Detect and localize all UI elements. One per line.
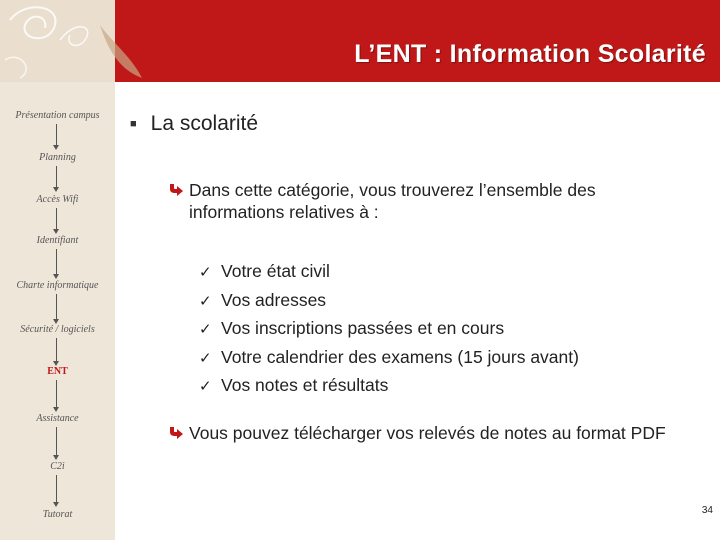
sidebar-item-tutorat[interactable]: Tutorat [42, 509, 73, 520]
page-number: 34 [701, 505, 713, 516]
section-heading [130, 112, 258, 136]
intro-paragraph: Dans cette catégorie, vous trouverez l’ensemble des informations relatives à : [189, 180, 596, 222]
sidebar-item-planning[interactable]: Planning [39, 152, 76, 163]
arrow-down-icon [53, 455, 59, 460]
nav-connector [56, 208, 57, 230]
checkmark-icon: ✓ [199, 321, 212, 338]
arrow-down-icon [53, 502, 59, 507]
list-item-text: Vos inscriptions passées et en cours [221, 318, 505, 338]
slide-content [115, 82, 720, 540]
sidebar-item-securite-logiciels[interactable]: Sécurité / logiciels [20, 324, 95, 335]
arrow-bullet-icon [167, 423, 184, 440]
section-heading-text: La scolarité [150, 112, 259, 135]
sidebar-nav [0, 82, 115, 540]
arrow-down-icon [53, 187, 59, 192]
checkmark-icon: ✓ [199, 378, 212, 395]
information-checklist [199, 258, 579, 401]
nav-connector [56, 166, 57, 188]
list-item-text: Votre calendrier des examens (15 jours avant) [221, 346, 579, 367]
sidebar-item-c2i[interactable]: C2i [50, 461, 65, 472]
nav-connector [56, 294, 57, 320]
list-item [199, 287, 579, 316]
slide-title: L’ENT : Information Scolarité [354, 40, 706, 68]
checkmark-icon: ✓ [199, 292, 212, 310]
nav-connector [56, 475, 57, 503]
sidebar-item-acces-wifi[interactable]: Accès Wifi [36, 194, 79, 205]
nav-connector [56, 427, 57, 456]
sidebar-item-charte-informatique[interactable]: Charte informatique [16, 280, 99, 291]
list-item [199, 372, 579, 401]
list-item [199, 258, 579, 287]
sidebar-item-presentation-campus[interactable]: Présentation campus [15, 110, 100, 121]
sidebar-item-identifiant[interactable]: Identifiant [36, 235, 79, 246]
flourish-ornament-icon [0, 0, 150, 82]
list-item [199, 344, 579, 373]
sidebar-item-ent[interactable]: ENT [47, 366, 68, 377]
list-item-text: Vos adresses [221, 289, 327, 310]
nav-connector [56, 338, 57, 362]
list-item [199, 315, 579, 344]
arrow-down-icon [53, 407, 59, 412]
arrow-bullet-icon [167, 180, 184, 197]
square-bullet-icon: ■ [130, 118, 137, 130]
arrow-down-icon [53, 229, 59, 234]
nav-connector [56, 124, 57, 146]
checkmark-icon: ✓ [199, 264, 212, 281]
nav-connector [56, 249, 57, 275]
checkmark-icon: ✓ [199, 349, 212, 367]
arrow-down-icon [53, 145, 59, 150]
nav-connector [56, 380, 57, 408]
arrow-down-icon [53, 274, 59, 279]
outro-paragraph: Vous pouvez télécharger vos relevés de notes au format PDF [189, 423, 666, 443]
header-band [0, 0, 720, 82]
sidebar-item-assistance[interactable]: Assistance [36, 413, 79, 424]
list-item-text: Vos notes et résultats [221, 375, 389, 395]
list-item-text: Votre état civil [221, 261, 330, 281]
